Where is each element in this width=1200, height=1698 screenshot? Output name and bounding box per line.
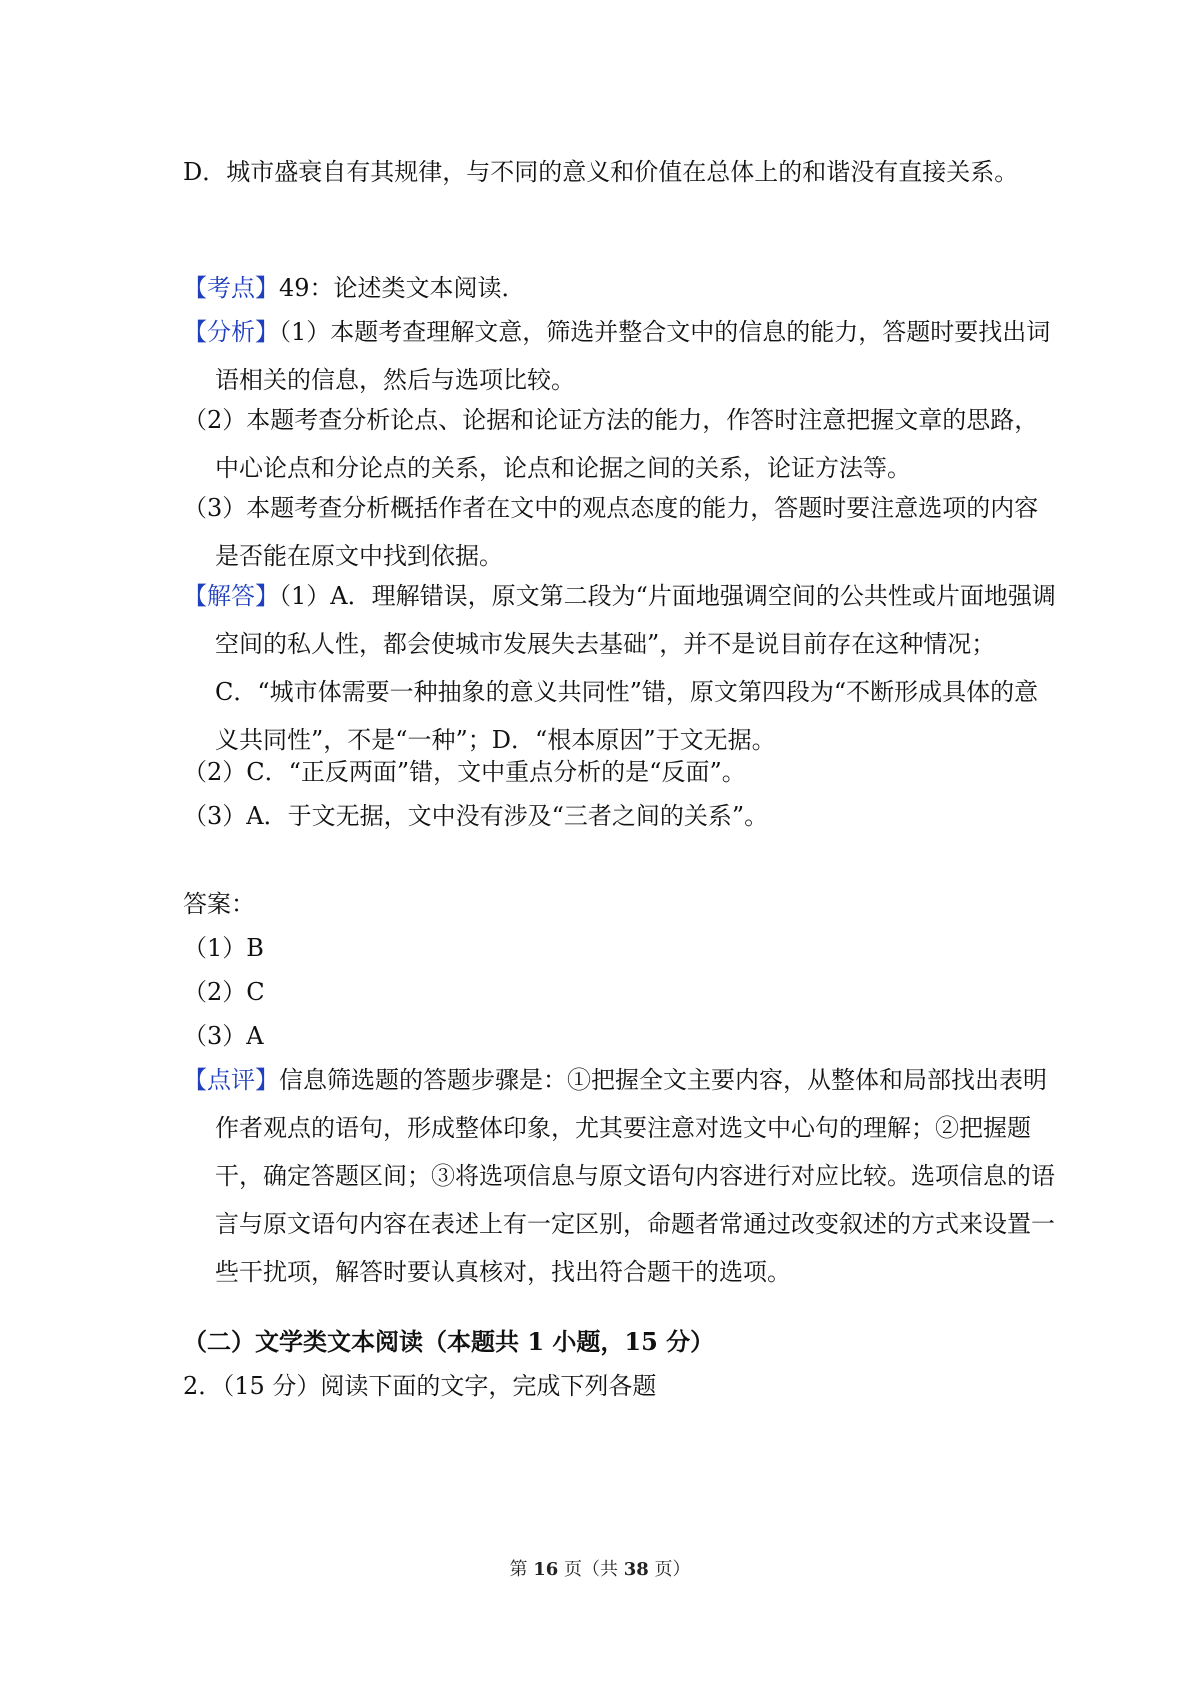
kaodian-text: 49：论述类文本阅读． <box>279 274 526 302</box>
dianping-tag: 【点评】 <box>183 1066 279 1094</box>
footer-middle: 页（共 <box>564 1559 618 1580</box>
section-heading: （二）文学类文本阅读（本题共 1 小题，15 分） <box>183 1327 715 1356</box>
kaodian-tag: 【考点】 <box>183 274 279 302</box>
option-d: D．城市盛衰自有其规律，与不同的意义和价值在总体上的和谐没有直接关系。 <box>183 158 1019 186</box>
jieda-p3: （3）A．于文无据，文中没有涉及“三者之间的关系”。 <box>183 802 769 830</box>
footer-suffix: 页） <box>654 1559 691 1580</box>
page-footer <box>0 1558 1200 1582</box>
kaodian-section <box>183 264 1025 312</box>
question-2: 2．（15 分）阅读下面的文字，完成下列各题 <box>183 1372 657 1400</box>
fenxi-tag: 【分析】 <box>183 318 279 346</box>
fenxi-p1: （1）本题考查理解文意，筛选并整合文中的信息的能力，答题时要找出词语相关的信息，然后与选项比较。 <box>215 318 1051 394</box>
jieda-p2: （2）C．“正反两面”错，文中重点分析的是“反面”。 <box>183 758 746 786</box>
fenxi-section <box>183 308 1057 404</box>
jieda-p1: （1）A．理解错误，原文第二段为“片面地强调空间的公共性或片面地强调空间的私人性，都会使城市发展失去基础”，并不是说目前存在这种情况；C．“城市体需要一种抽象的意义共同性”错，原文第四段为“不断形成具体的意义共同性”，不是“一种”；D．“根本原因”于文无据。 <box>215 582 1056 754</box>
jieda-section <box>183 572 1057 764</box>
dianping-section <box>183 1056 1057 1296</box>
dianping-text: 信息筛选题的答题步骤是：①把握全文主要内容，从整体和局部找出表明作者观点的语句，形成整体印象，尤其要注意对选文中心句的理解；②把握题干，确定答题区间；③将选项信息与原文语句内容进行对应比较。选项信息的语言与原文语句内容在表述上有一定区别，命题者常通过改变叙述的方式来设置一些干扰项，解答时要认真核对，找出符合题干的选项。 <box>215 1066 1055 1286</box>
fenxi-p2: （2）本题考查分析论点、论据和论证方法的能力，作答时注意把握文章的思路，中心论点和分论点的关系，论点和论据之间的关系，论证方法等。 <box>183 406 1039 482</box>
answers-label: 答案： <box>183 890 255 918</box>
footer-prefix: 第 <box>509 1559 528 1580</box>
answer-1: （1）B <box>183 934 264 962</box>
answer-2: （2）C <box>183 978 265 1006</box>
answer-3: （3）A <box>183 1022 264 1050</box>
footer-total-pages: 38 <box>623 1559 649 1580</box>
footer-page-number: 16 <box>533 1559 559 1580</box>
jieda-tag: 【解答】 <box>183 582 279 610</box>
fenxi-p3: （3）本题考查分析概括作者在文中的观点态度的能力，答题时要注意选项的内容是否能在原文中找到依据。 <box>183 494 1039 570</box>
